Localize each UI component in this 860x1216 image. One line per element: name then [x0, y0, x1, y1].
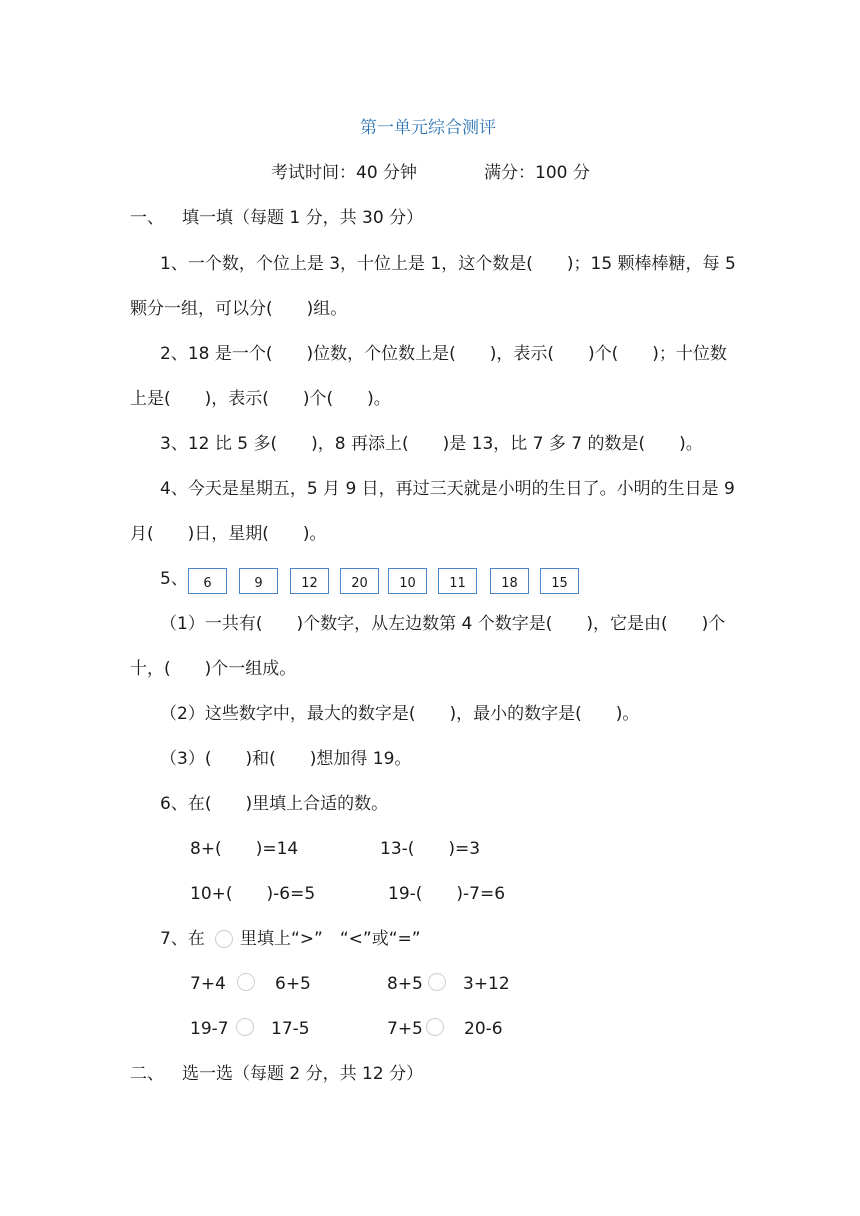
section-2-title: 选一选（每题 2 分，共 12 分） — [182, 1064, 424, 1084]
comparison-3-left: 19-7 — [190, 1019, 229, 1039]
question-7-prefix: 7、在 — [160, 929, 205, 949]
compare-circle-icon — [215, 930, 233, 948]
comparison-1-left: 7+4 — [190, 974, 226, 994]
section-1-number: 一、 — [130, 208, 164, 228]
number-box: 9 — [239, 568, 278, 594]
question-5-label: 5、 — [160, 569, 188, 589]
question-5-sub-3: （3）( )和( )想加得 19。 — [160, 749, 412, 769]
compare-circle-icon — [426, 1018, 444, 1036]
number-box: 18 — [490, 568, 529, 594]
compare-circle-icon — [428, 973, 446, 991]
comparison-4-right: 20-6 — [464, 1019, 503, 1039]
question-1-line-1: 1、一个数，个位上是 3，十位上是 1，这个数是( )；15 颗棒棒糖，每 5 — [160, 254, 736, 274]
page-title: 第一单元综合测评 — [360, 118, 496, 138]
compare-circle-icon — [237, 973, 255, 991]
compare-circle-icon — [236, 1018, 254, 1036]
exam-time: 考试时间：40 分钟 — [271, 163, 418, 183]
full-score: 满分：100 分 — [484, 163, 590, 183]
equation-1: 8+( )=14 — [190, 839, 299, 859]
comparison-2-left: 8+5 — [387, 974, 423, 994]
number-box: 12 — [290, 568, 329, 594]
question-7-suffix: 里填上“>” “<”或“=” — [240, 929, 421, 949]
number-box: 11 — [438, 568, 477, 594]
number-box: 20 — [340, 568, 379, 594]
equation-4: 19-( )-7=6 — [388, 884, 506, 904]
number-box: 15 — [540, 568, 579, 594]
number-box: 6 — [188, 568, 227, 594]
number-box: 10 — [388, 568, 427, 594]
comparison-1-right: 6+5 — [275, 974, 311, 994]
question-3: 3、12 比 5 多( )，8 再添上( )是 13，比 7 多 7 的数是( )。 — [160, 434, 703, 454]
equation-2: 13-( )=3 — [380, 839, 481, 859]
comparison-4-left: 7+5 — [387, 1019, 423, 1039]
equation-3: 10+( )-6=5 — [190, 884, 316, 904]
question-1-line-2: 颗分一组，可以分( )组。 — [130, 299, 348, 319]
question-5-sub-1-line-2: 十，( )个一组成。 — [130, 659, 297, 679]
section-2-number: 二、 — [130, 1064, 164, 1084]
comparison-3-right: 17-5 — [271, 1019, 310, 1039]
question-4-line-2: 月( )日，星期( )。 — [130, 524, 327, 544]
question-2-line-1: 2、18 是一个( )位数，个位数上是( )，表示( )个( )；十位数 — [160, 344, 727, 364]
question-6: 6、在( )里填上合适的数。 — [160, 794, 389, 814]
question-4-line-1: 4、今天是星期五，5 月 9 日，再过三天就是小明的生日了。小明的生日是 9 — [160, 479, 735, 499]
question-2-line-2: 上是( )，表示( )个( )。 — [130, 389, 391, 409]
question-5-sub-1-line-1: （1）一共有( )个数字，从左边数第 4 个数字是( )，它是由( )个 — [160, 614, 726, 634]
question-5-sub-2: （2）这些数字中，最大的数字是( )，最小的数字是( )。 — [160, 704, 640, 724]
section-1-title: 填一填（每题 1 分，共 30 分） — [182, 208, 424, 228]
comparison-2-right: 3+12 — [463, 974, 510, 994]
